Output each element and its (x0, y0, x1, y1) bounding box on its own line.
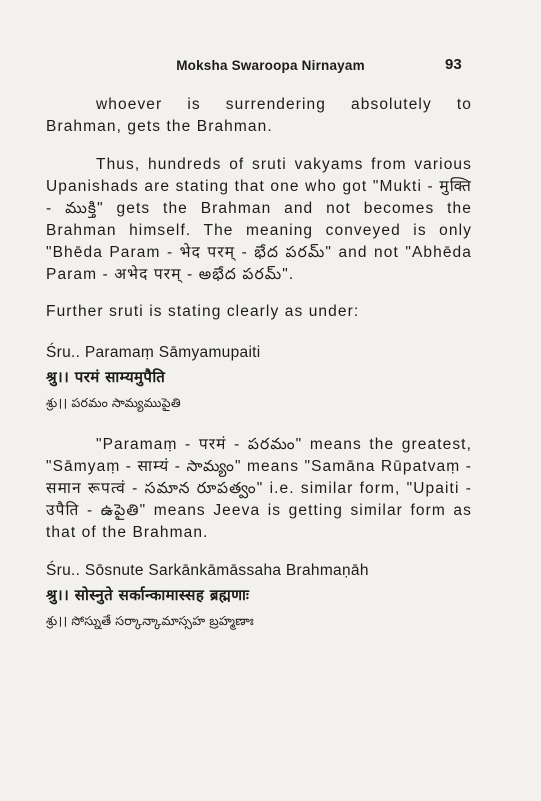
sruti-2-devanagari: श्रु।। सोस्नुते सर्कान्कामास्सह ब्रह्मणाः (46, 586, 250, 604)
paragraph-2: Thus, hundreds of sruti vakyams from various Upanishads are stating that one who got "Mukti - मुक्ति - ముక్తి" gets the Brahman and not becomes the Brahman himself. The meaning conveyed is only "Bhēda Param - भेद परम् - భేద పరమ్" and not "Abhēda Param - अभेद परम् - అభేద పరమ్". (46, 156, 472, 283)
paragraph-3: Further sruti is stating clearly as under: (46, 303, 360, 320)
sruti-2-telugu: శ్రు।। సోస్నుతే సర్కాన్కామాస్సహ బ్రహ్మణాః (46, 614, 254, 628)
sruti-1-label: Śru.. Paramaṃ Sāmyamupaiti (46, 344, 261, 361)
running-header: Moksha Swaroopa Nirnayam (176, 58, 365, 73)
page-number: 93 (445, 56, 462, 73)
sruti-1-devanagari: श्रु।। परमं साम्यमुपैति (46, 368, 166, 386)
paragraph-4: "Paramaṃ - परमं - పరమం" means the greatest, "Sāmyaṃ - साम्यं - సామ్యం" means "Samāna Rūpatvaṃ - समान रूपत्वं - సమాన రూపత్వం" i.e. similar form, "Upaiti - उपैति - ఉపైతి" means Jeeva is getting similar form as that of the Brahman. (46, 436, 472, 541)
sruti-1-telugu: శ్రు।। పరమం సామ్యముపైతి (46, 396, 181, 410)
paragraph-1: whoever is surrendering absolutely to Brahman, gets the Brahman. (46, 96, 472, 135)
page-body (46, 94, 472, 632)
sruti-2-label: Śru.. Sōsnute Sarkānkāmāssaha Brahmaṇāh (46, 562, 369, 579)
